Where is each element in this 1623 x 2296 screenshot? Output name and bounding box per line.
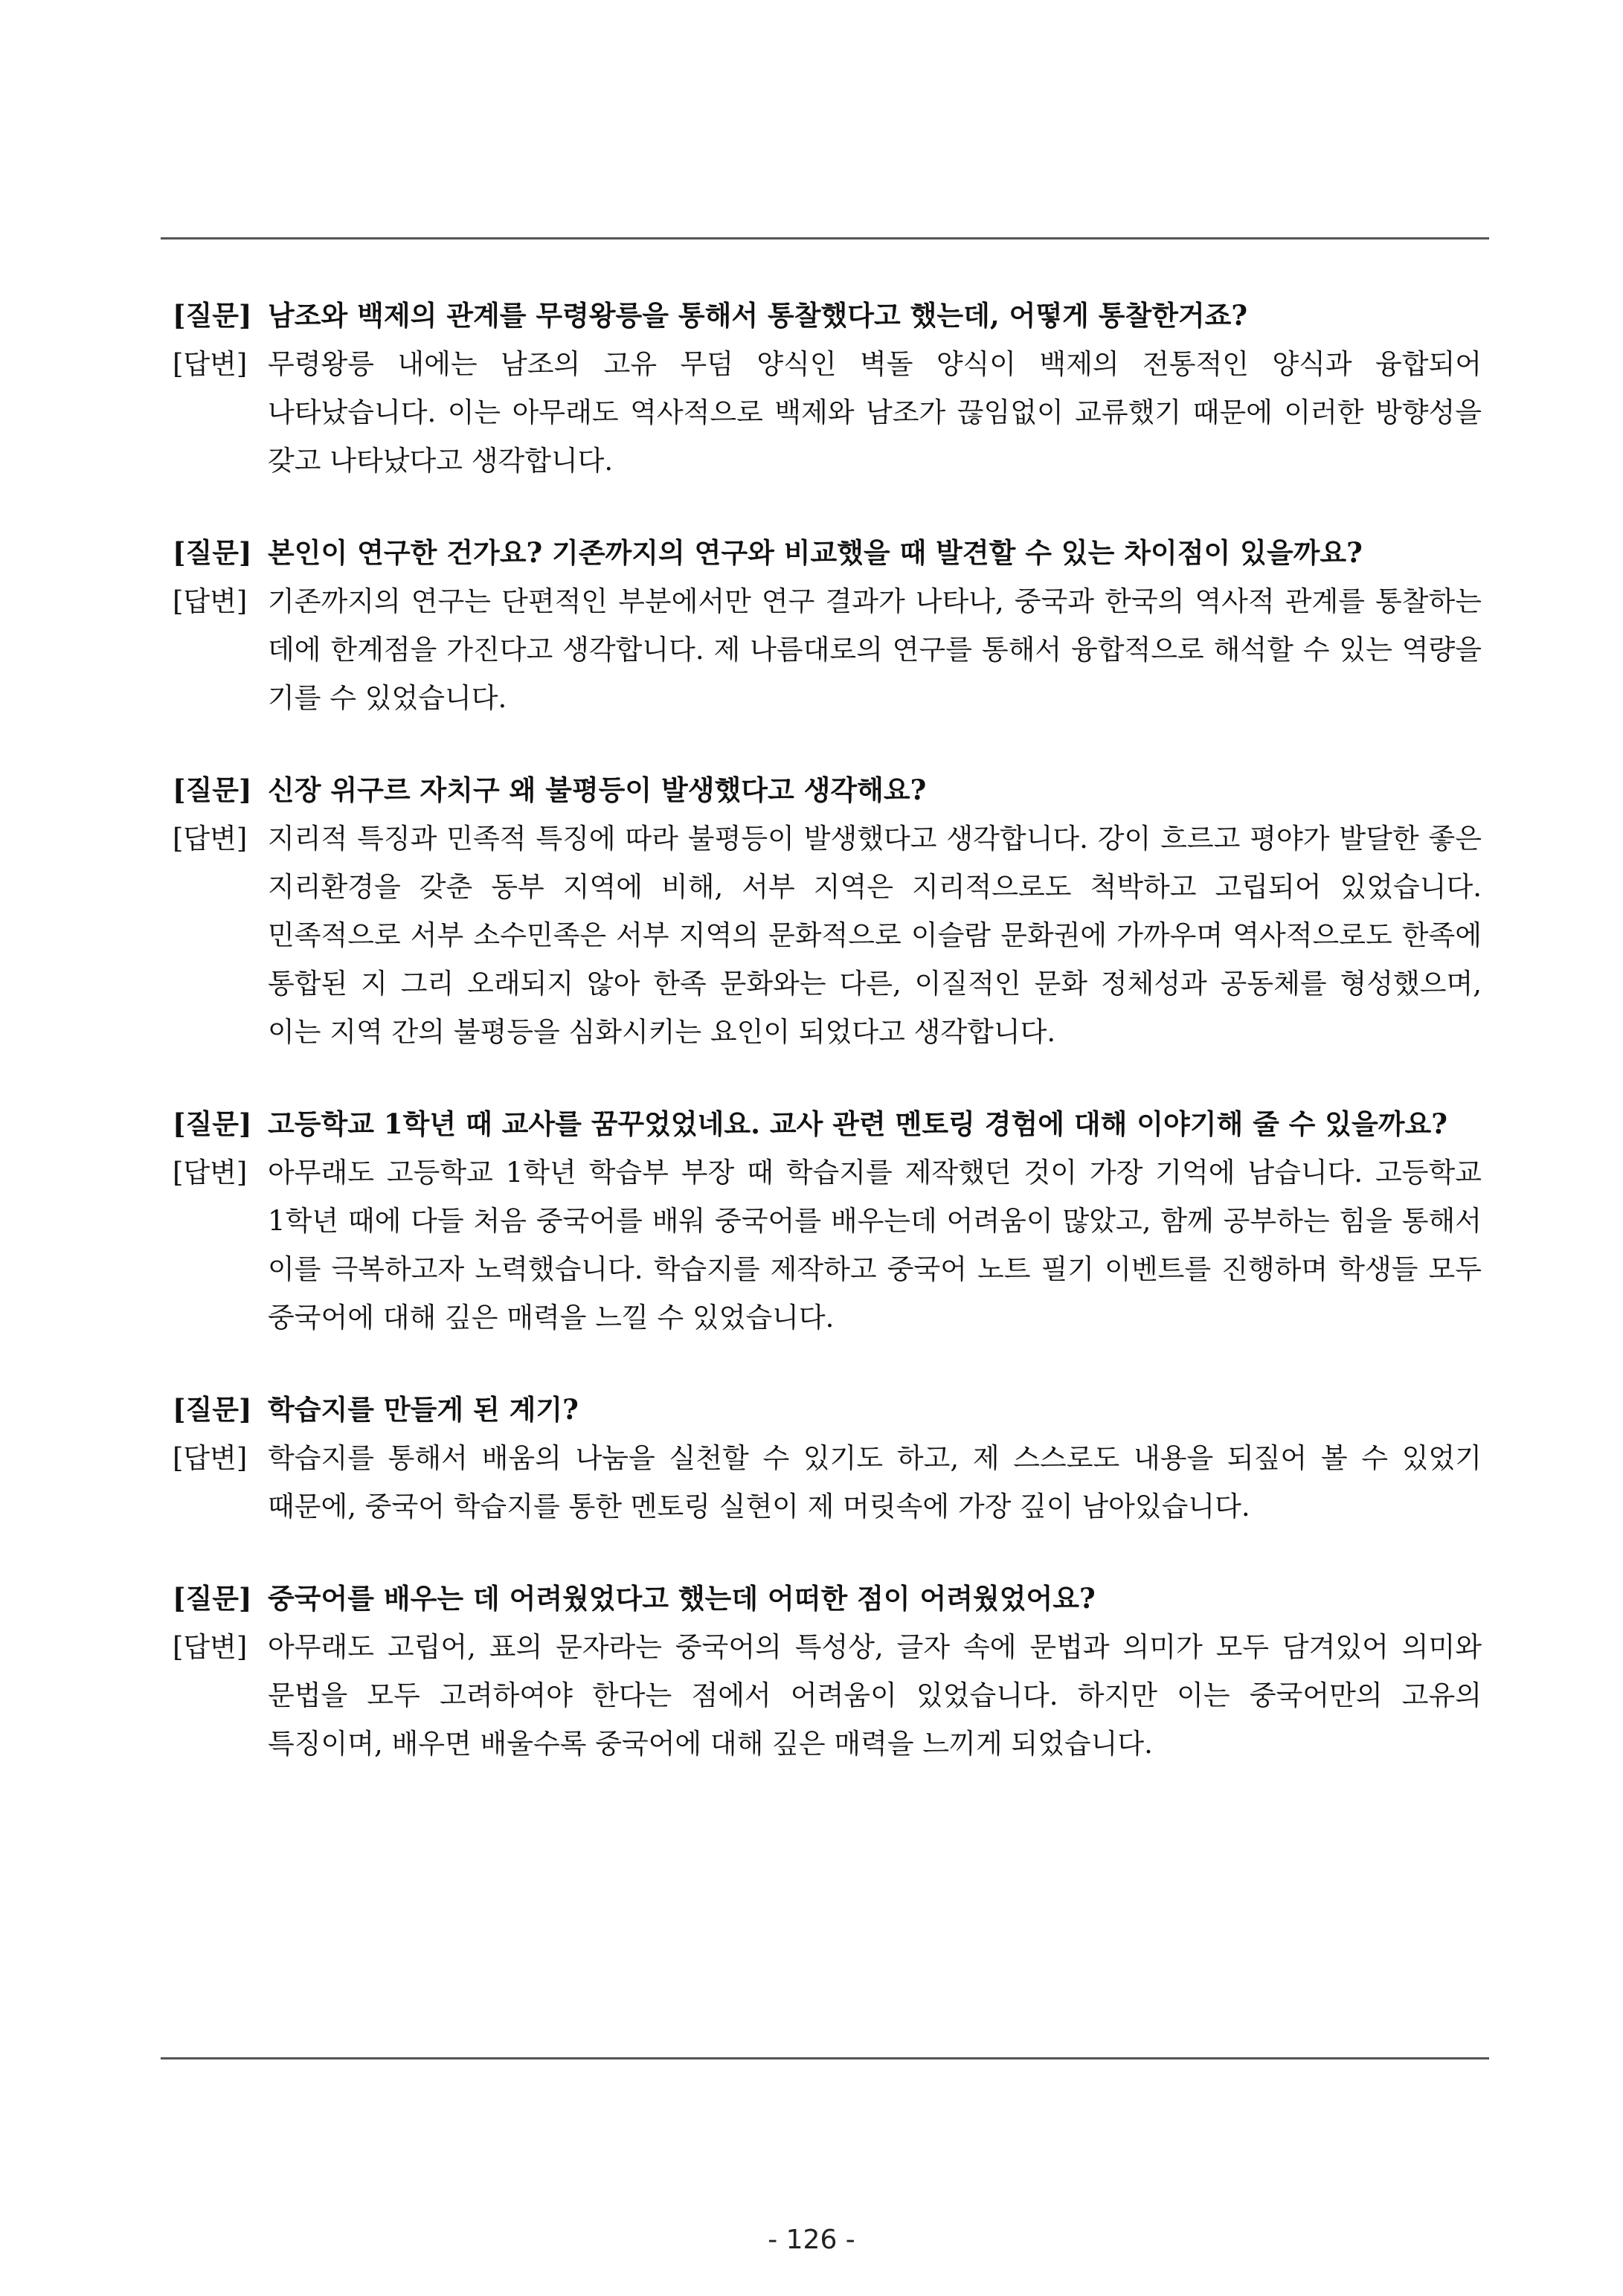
answer-line — [173, 1148, 1482, 1342]
question-text: 중국어를 배우는 데 어려웠었다고 했는데 어떠한 점이 어려웠었어요? — [268, 1582, 1096, 1615]
answer-text: 학습지를 통해서 배움의 나눔을 실천할 수 있기도 하고, 제 스스로도 내용을 되짚어 볼 수 있었기 때문에, 중국어 학습지를 통한 멘토링 실현이 제 머릿속에 가장 깊이 남아있습니다. — [268, 1442, 1482, 1522]
answer-line — [173, 340, 1482, 485]
qa-pair-6 — [173, 1575, 1482, 1768]
answer-text: 아무래도 고등학교 1학년 학습부 부장 때 학습지를 제작했던 것이 가장 기억에 남습니다. 고등학교 1학년 때에 다들 처음 중국어를 배워 중국어를 배우는데 어려움이 많았고, 함께 공부하는 힘을 통해서 이를 극복하고자 노력했습니다. 학습지를 제작하고 중국어 노트 필기 이벤트를 진행하며 학생들 모두 중국어에 대해 깊은 매력을 느낄 수 있었습니다. — [268, 1157, 1482, 1334]
answer-text: 지리적 특징과 민족적 특징에 따라 불평등이 발생했다고 생각합니다. 강이 흐르고 평야가 발달한 좋은 지리환경을 갖춘 동부 지역에 비해, 서부 지역은 지리적으로도 척박하고 고립되어 있었습니다. 민족적으로 서부 소수민족은 서부 지역의 문화적으로 이슬람 문화권에 가까우며 역사적으로도 한족에 통합된 지 그리 오래되지 않아 한족 문화와는 다른, 이질적인 문화 정체성과 공동체를 형성했으며, 이는 지역 간의 불평등을 심화시키는 요인이 되었다고 생각합니다. — [268, 823, 1482, 1048]
bottom-divider-line — [161, 2057, 1489, 2059]
qa-pair-1 — [173, 292, 1482, 485]
answer-text: 무령왕릉 내에는 남조의 고유 무덤 양식인 벽돌 양식이 백제의 전통적인 양식과 융합되어 나타났습니다. 이는 아무래도 역사적으로 백제와 남조가 끊임없이 교류했기 때문에 이러한 방향성을 갖고 나타났다고 생각합니다. — [268, 348, 1482, 477]
answer-line — [173, 577, 1482, 722]
answer-line — [173, 1623, 1482, 1768]
question-line — [173, 766, 1482, 814]
question-tag: [질문] — [173, 1393, 252, 1426]
question-tag: [질문] — [173, 536, 252, 569]
answer-text: 아무래도 고립어, 표의 문자라는 중국어의 특성상, 글자 속에 문법과 의미가 모두 담겨있어 의미와 문법을 모두 고려하여야 한다는 점에서 어려움이 있었습니다. 하지만 이는 중국어만의 고유의 특징이며, 배우면 배울수록 중국어에 대해 깊은 매력을 느끼게 되었습니다. — [268, 1631, 1482, 1760]
question-line — [173, 1386, 1482, 1434]
answer-tag: [답변] — [173, 1442, 248, 1474]
answer-tag: [답변] — [173, 585, 248, 617]
question-tag: [질문] — [173, 1107, 252, 1140]
page-number: - 126 - — [768, 2225, 855, 2255]
question-text: 남조와 백제의 관계를 무령왕릉을 통해서 통찰했다고 했는데, 어떻게 통찰한거죠? — [268, 299, 1248, 332]
answer-text: 기존까지의 연구는 단편적인 부분에서만 연구 결과가 나타나, 중국과 한국의 역사적 관계를 통찰하는 데에 한계점을 가진다고 생각합니다. 제 나름대로의 연구를 통해서 융합적으로 해석할 수 있는 역량을 기를 수 있었습니다. — [268, 585, 1482, 714]
answer-line — [173, 1434, 1482, 1531]
question-line — [173, 292, 1482, 340]
qa-pair-5 — [173, 1386, 1482, 1531]
question-text: 본인이 연구한 건가요? 기존까지의 연구와 비교했을 때 발견할 수 있는 차이점이 있을까요? — [268, 536, 1363, 569]
answer-tag: [답변] — [173, 348, 248, 380]
question-line — [173, 529, 1482, 577]
answer-line — [173, 814, 1482, 1056]
interview-qa-list — [173, 292, 1482, 1812]
question-text: 학습지를 만들게 된 계기? — [268, 1393, 579, 1426]
question-text: 고등학교 1학년 때 교사를 꿈꾸었었네요. 교사 관련 멘토링 경험에 대해 이야기해 줄 수 있을까요? — [268, 1107, 1447, 1140]
question-tag: [질문] — [173, 299, 252, 332]
answer-tag: [답변] — [173, 1631, 248, 1663]
top-divider-line — [161, 237, 1489, 239]
question-line — [173, 1575, 1482, 1623]
qa-pair-4 — [173, 1100, 1482, 1342]
question-tag: [질문] — [173, 774, 252, 806]
qa-pair-2 — [173, 529, 1482, 722]
answer-tag: [답변] — [173, 1157, 248, 1189]
question-text: 신장 위구르 자치구 왜 불평등이 발생했다고 생각해요? — [268, 774, 927, 806]
question-line — [173, 1100, 1482, 1148]
answer-tag: [답변] — [173, 823, 248, 855]
qa-pair-3 — [173, 766, 1482, 1056]
question-tag: [질문] — [173, 1582, 252, 1615]
